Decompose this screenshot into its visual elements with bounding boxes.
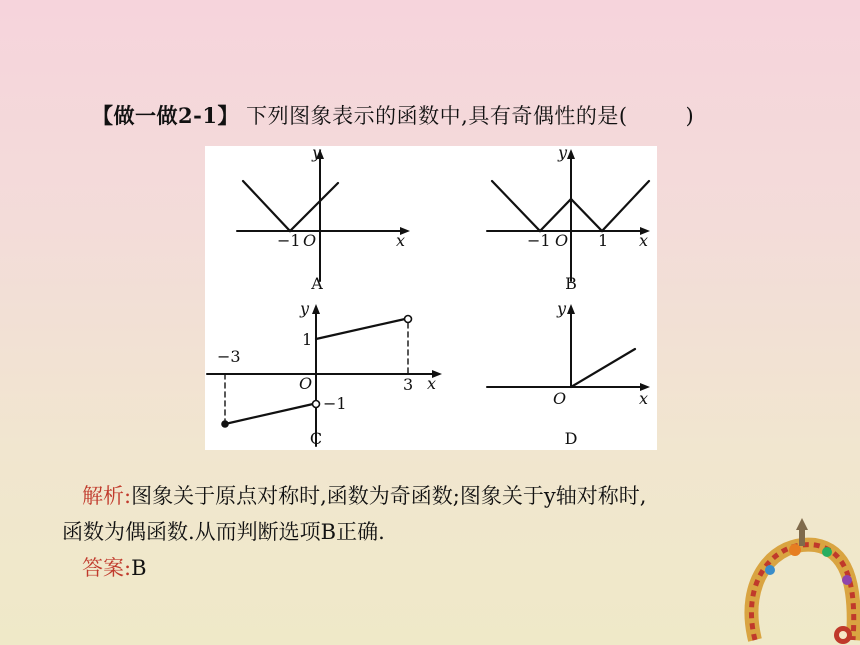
question-body: 下列图象表示的函数中,具有奇偶性的是(	[246, 104, 628, 128]
panel-b-origin-label: O	[555, 231, 569, 250]
panel-c-tick-1: 1	[302, 330, 313, 349]
analysis-line-2	[62, 514, 802, 550]
panel-a-x-label: x	[396, 231, 406, 250]
panel-c-y-label: y	[300, 299, 310, 318]
panel-d-label: D	[564, 429, 578, 448]
panel-c-x-label: x	[427, 374, 437, 393]
analysis-label: 解析:	[82, 484, 132, 508]
analysis-line-1	[62, 478, 802, 514]
graph-panel-d	[487, 299, 650, 448]
panel-d-y-label: y	[557, 299, 567, 318]
panel-d-origin-label: O	[553, 389, 567, 408]
answer-value: B	[131, 556, 147, 580]
panel-c-label: C	[309, 429, 323, 448]
function-graphs-figure	[205, 146, 657, 450]
panel-b-x-label: x	[639, 231, 649, 250]
panel-b-tick-1: 1	[598, 231, 609, 250]
panel-a-tick-neg1: −1	[277, 231, 301, 250]
panel-c-origin-label: O	[299, 374, 313, 393]
question-tag: 【做一做2-1】	[92, 103, 239, 128]
question-text	[92, 100, 694, 130]
answer-label: 答案:	[82, 556, 132, 580]
graph-panel-a	[237, 146, 410, 293]
panel-c-tick-3: 3	[403, 375, 414, 394]
graph-panel-b	[487, 146, 650, 293]
panel-c-tick-neg3: −3	[217, 347, 241, 366]
panel-b-y-label: y	[558, 146, 568, 162]
panel-a-origin-label: O	[303, 231, 317, 250]
question-close-paren: )	[685, 104, 695, 128]
panel-d-x-label: x	[639, 389, 649, 408]
analysis-text-1: 图象关于原点对称时,函数为奇函数;图象关于y轴对称时,	[131, 484, 647, 508]
panel-a-label: A	[311, 274, 323, 293]
answer-line	[62, 550, 802, 586]
decorative-arch-illustration	[735, 500, 860, 645]
panel-b-tick-neg1: −1	[527, 231, 551, 250]
analysis-block	[62, 478, 802, 586]
graph-panel-c	[207, 299, 442, 448]
analysis-text-2: 函数为偶函数.从而判断选项B正确.	[62, 520, 385, 544]
panel-a-y-label: y	[312, 146, 322, 162]
panel-c-tick-neg1: −1	[323, 394, 347, 413]
panel-b-label: B	[565, 274, 577, 293]
